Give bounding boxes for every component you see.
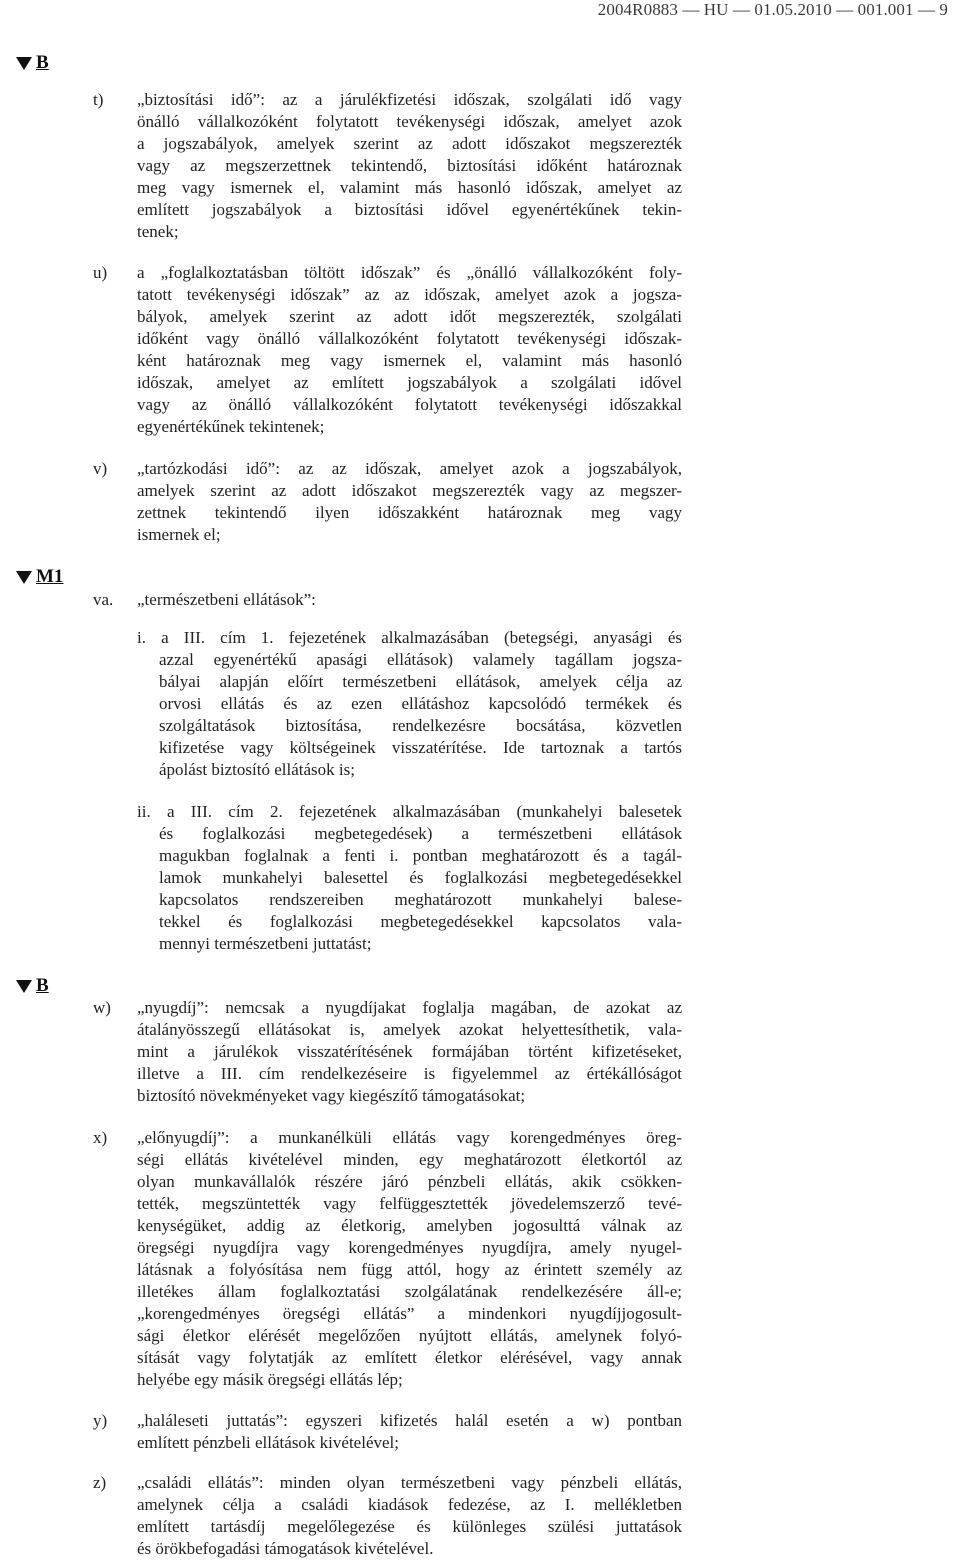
item-text <box>137 1410 682 1454</box>
text-line: biztosító növekményeket vagy kiegészítő támogatásokat; <box>137 1086 526 1105</box>
definition-item-x <box>93 1127 683 1391</box>
text-line: és örökbefogadási támogatások kivételével. <box>137 1539 434 1558</box>
item-text <box>137 262 682 438</box>
text-line: tették, megszüntették vagy felfüggesztették jövedelemszerző tevé- <box>137 1194 682 1213</box>
text-line: „nyugdíj”: nemcsak a nyugdíjakat foglalja magában, de azokat az <box>137 998 682 1017</box>
text-line: olyan munkavállalók részére járó pénzbeli ellátás, akik csökken- <box>137 1172 682 1191</box>
text-line: ii. a III. cím 2. fejezetének alkalmazásában (munkahelyi balesetek <box>137 802 682 821</box>
item-text <box>137 589 682 611</box>
text-line: időszak, amelyet az említett jogszabályok a szolgálati idővel <box>137 373 682 392</box>
definition-item-va <box>93 589 683 611</box>
sub-item-text <box>137 801 682 955</box>
text-line: tekkel és foglalkozási megbetegedésekkel kapcsolatos vala- <box>159 912 682 931</box>
text-line: szolgáltatások biztosítása, rendelkezésre bocsátása, közvetlen <box>159 716 682 735</box>
text-line: önálló vállalkozóként folytatott tevékenységi időszak, amelyet azok <box>137 112 682 131</box>
text-line: és foglalkozási megbetegedések) a természetbeni ellátások <box>159 824 682 843</box>
text-line: öregségi nyugdíjra vagy korengedményes nyugdíjra, amely nyugel- <box>137 1238 682 1257</box>
sub-item-ii <box>137 801 682 955</box>
text-line: orvosi ellátás és az ezen ellátáshoz kapcsolódó termékek és <box>159 694 682 713</box>
triangle-icon <box>16 980 32 993</box>
text-line: lamok munkahelyi balesettel és foglalkozási megbetegedésekkel <box>159 868 682 887</box>
text-line: említett pénzbeli ellátások kivételével; <box>137 1433 399 1452</box>
text-line: ként határoznak meg vagy ismernek el, valamint más hasonló <box>137 351 682 370</box>
text-line: „biztosítási idő”: az a járulékfizetési időszak, szolgálati idő vagy <box>137 90 682 109</box>
text-line: illetékes állam foglalkoztatási szolgálatának rendelkezésére áll-e; <box>137 1282 682 1301</box>
text-line: ápolást biztosító ellátások is; <box>159 760 355 779</box>
triangle-icon <box>16 571 32 584</box>
item-label: t) <box>93 90 104 109</box>
text-line: tenek; <box>137 222 179 241</box>
definition-item-z <box>93 1472 683 1560</box>
text-line: időként vagy önálló vállalkozóként folytatott tevékenységi időszak- <box>137 329 682 348</box>
text-line: kifizetése vagy költségeinek visszatérítése. Ide tartoznak a tartós <box>159 738 682 757</box>
item-label: x) <box>93 1128 108 1147</box>
text-line: látásnak a folyósítása nem függ attól, hogy az érintett személy az <box>137 1260 682 1279</box>
text-line: a jogszabályok, amelyek szerint az adott időszakot megszerezték <box>137 134 682 153</box>
text-line: átalányösszegű ellátásokat is, amelyek azokat helyettesíthetik, vala- <box>137 1020 682 1039</box>
text-line: helyébe egy másik öregségi ellátás lép; <box>137 1370 403 1389</box>
item-text <box>137 458 682 546</box>
marker-code: B <box>36 975 49 996</box>
text-line: „előnyugdíj”: a munkanélküli ellátás vagy korengedményes öreg- <box>137 1128 682 1147</box>
text-line: említett jogszabályok a biztosítási idővel egyenértékűnek tekin- <box>137 200 682 219</box>
item-text <box>137 89 682 243</box>
text-line: egyenértékűnek tekintenek; <box>137 417 325 436</box>
sub-item-i <box>137 627 682 781</box>
text-line: a „foglalkoztatásban töltött időszak” és „önálló vállalkozóként foly- <box>137 263 682 282</box>
item-label: v) <box>93 459 108 478</box>
text-line: „tartózkodási idő”: az az időszak, amelyet azok a jogszabályok, <box>137 459 682 478</box>
text-line: vagy az megszerzettnek tekintendő, biztosítási időként határoznak <box>137 156 682 175</box>
text-line: i. a III. cím 1. fejezetének alkalmazásában (betegségi, anyasági és <box>137 628 682 647</box>
text-line: zettnek tekintendő ilyen időszakként határoznak meg vagy <box>137 503 682 522</box>
text-line: bályok, amelyek szerint az adott időt megszerezték, szolgálati <box>137 307 682 326</box>
text-line: bályai alapján előírt természetbeni ellátások, amelyek célja az <box>159 672 682 691</box>
text-line: magukban foglalnak a fenti i. pontban meghatározott és a tagál- <box>159 846 682 865</box>
text-line: meg vagy ismernek el, valamint más hasonló időszak, amelyet az <box>137 178 682 197</box>
text-line: sítását vagy folytatják az említett életkor elérésével, vagy annak <box>137 1348 682 1367</box>
text-line: ségi ellátás kivételével minden, egy meghatározott életkortól az <box>137 1150 682 1169</box>
text-line: kenységüket, addig az életkorig, amelyben jogosulttá válnak az <box>137 1216 682 1235</box>
triangle-icon <box>16 57 32 70</box>
text-line: „haláleseti juttatás”: egyszeri kifizetés halál esetén a w) pontban <box>137 1411 682 1430</box>
definition-item-v <box>93 458 683 546</box>
definition-item-y <box>93 1410 683 1454</box>
sub-item-text <box>137 627 682 781</box>
text-line: mennyi természetbeni juttatást; <box>159 934 372 953</box>
definition-item-w <box>93 997 683 1107</box>
text-line: említett tartásdíj megelőlegezése és különleges szülési juttatások <box>137 1517 682 1536</box>
item-label: z) <box>93 1473 107 1492</box>
text-line: ismernek el; <box>137 525 221 544</box>
text-line: tatott tevékenységi időszak” az az időszak, amelyet azok a jogsza- <box>137 285 682 304</box>
item-text <box>137 1127 682 1391</box>
document-header: 2004R0883 — HU — 01.05.2010 — 001.001 — 9 <box>597 0 948 19</box>
item-label: va. <box>93 590 114 609</box>
text-line: „természetbeni ellátások”: <box>137 590 316 609</box>
marker-code: B <box>36 52 49 73</box>
definition-item-t <box>93 89 683 243</box>
item-label: w) <box>93 998 111 1017</box>
item-label: y) <box>93 1411 108 1430</box>
amendment-marker-b <box>16 52 49 74</box>
amendment-marker-m1 <box>16 566 63 588</box>
text-line: sági életkor elérését megelőzően nyújtott ellátás, amelynek folyó- <box>137 1326 682 1345</box>
text-line: „családi ellátás”: minden olyan természetbeni vagy pénzbeli ellátás, <box>137 1473 682 1492</box>
item-label: u) <box>93 263 108 282</box>
marker-code: M1 <box>36 566 64 587</box>
item-text <box>137 1472 682 1560</box>
text-line: azzal egyenértékű apasági ellátások) valamely tagállam jogsza- <box>159 650 682 669</box>
text-line: amelynek célja a családi kiadások fedezése, az I. mellékletben <box>137 1495 682 1514</box>
text-line: vagy az önálló vállalkozóként folytatott tevékenységi időszakkal <box>137 395 682 414</box>
amendment-marker-b <box>16 975 49 997</box>
text-line: amelyek szerint az adott időszakot megszerezték vagy az megszer- <box>137 481 682 500</box>
item-text <box>137 997 682 1107</box>
text-line: mint a járulékok visszatérítésének formájában történt kifizetéseket, <box>137 1042 682 1061</box>
text-line: illetve a III. cím rendelkezéseire is figyelemmel az értékállóságot <box>137 1064 682 1083</box>
text-line: „korengedményes öregségi ellátás” a mindenkori nyugdíjjogosult- <box>137 1304 682 1323</box>
text-line: kapcsolatos rendszereiben meghatározott munkahelyi balese- <box>159 890 682 909</box>
definition-item-u <box>93 262 683 438</box>
